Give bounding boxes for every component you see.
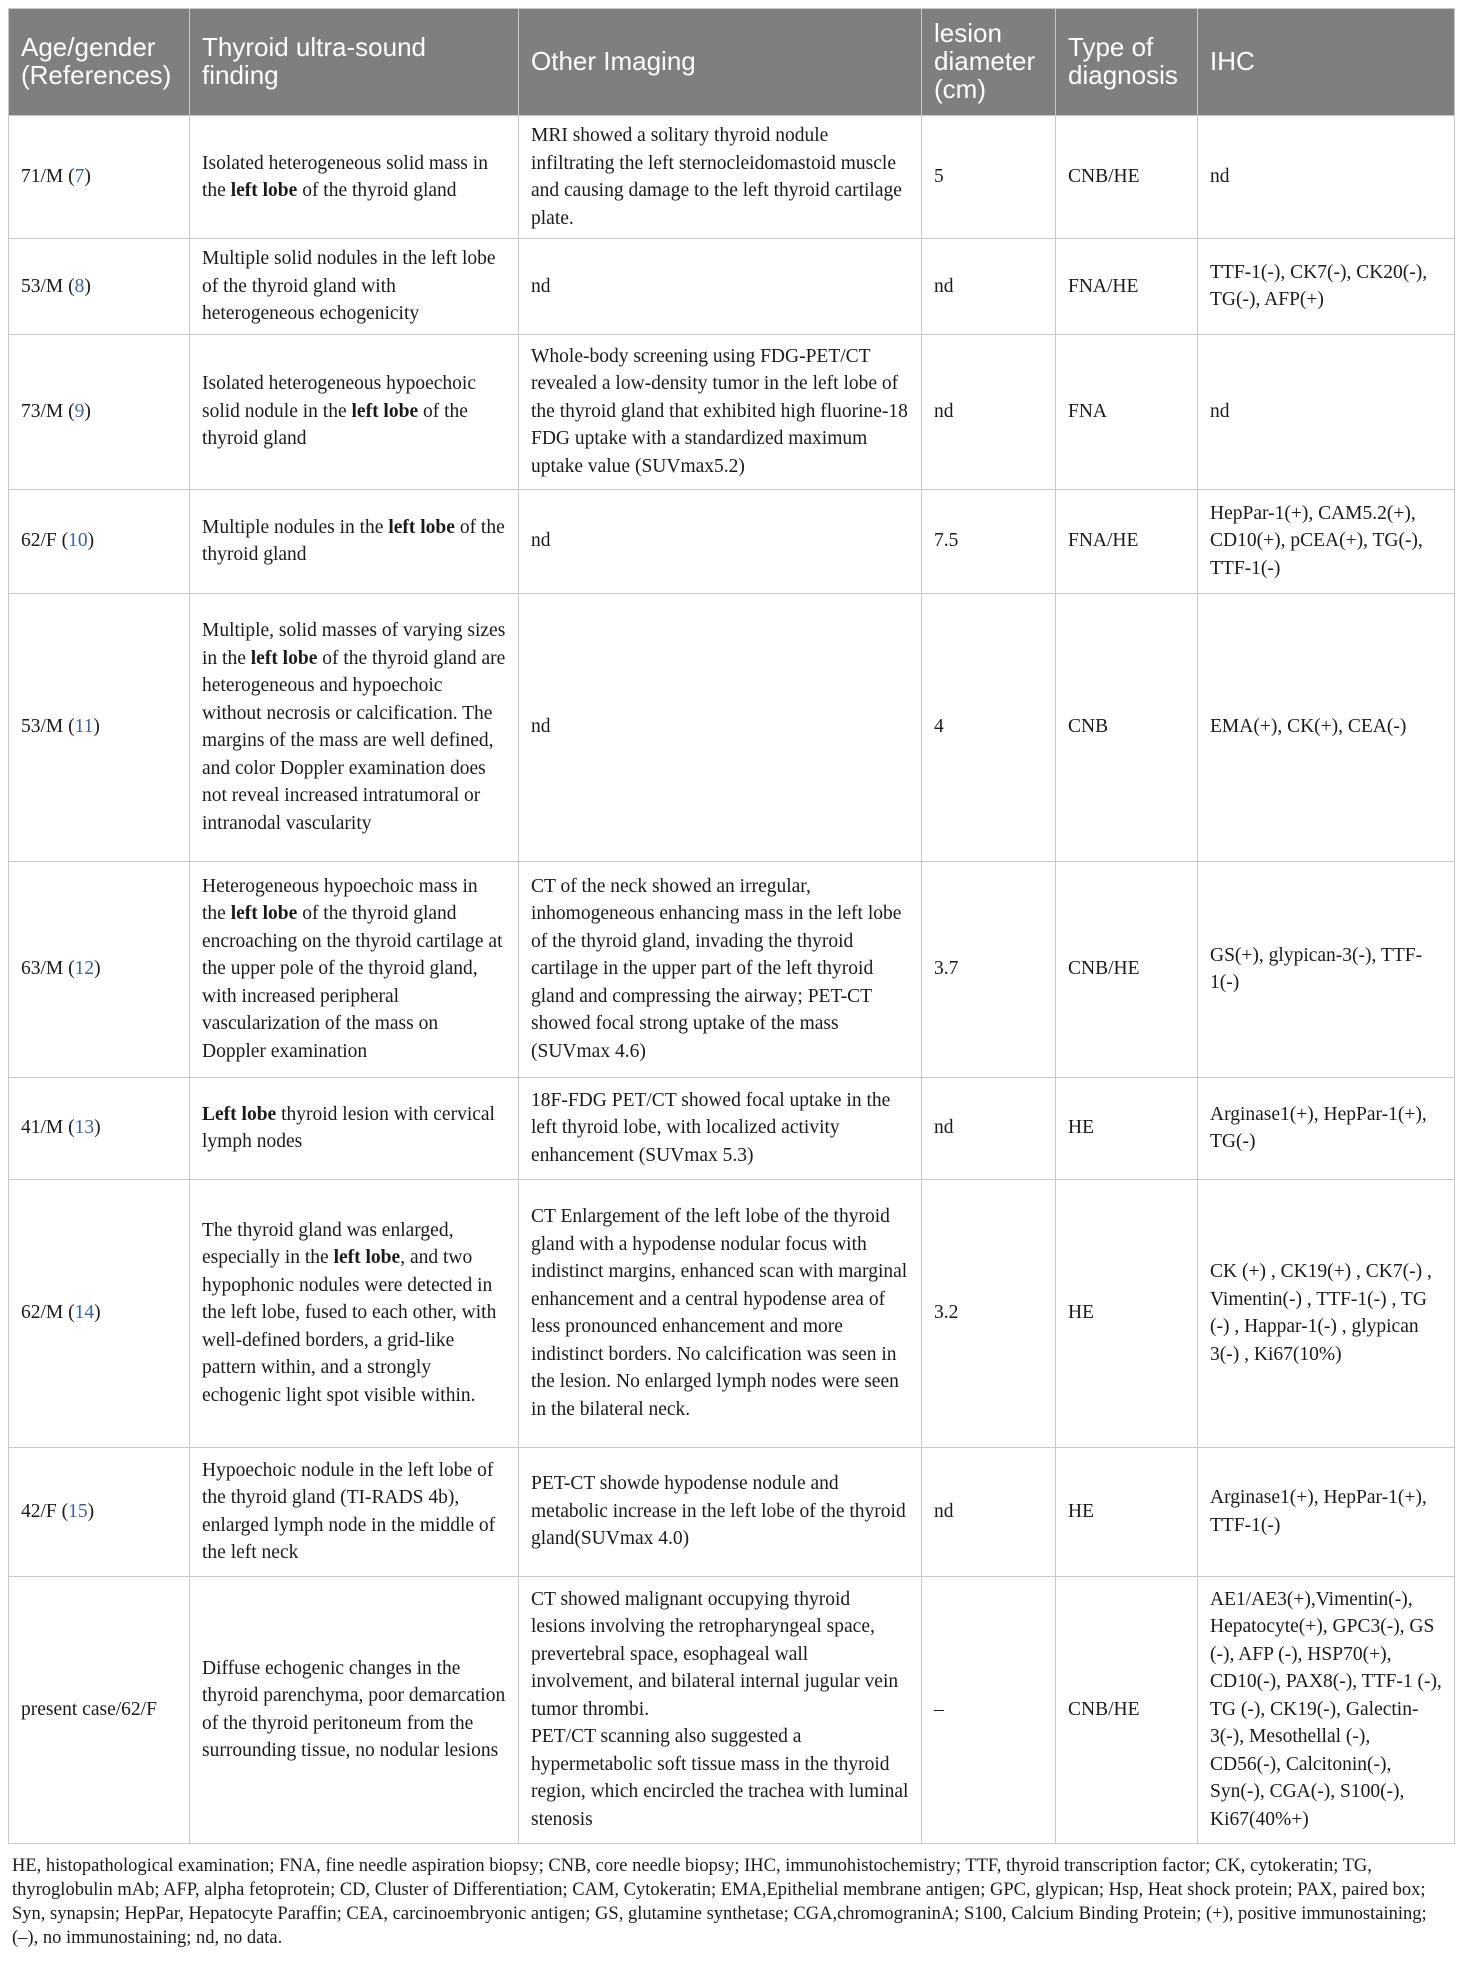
cell-ultrasound: Isolated heterogeneous hypoechoic solid nodule in the left lobe of the thyroid gland bbox=[190, 334, 519, 489]
cell-diagnosis-type: CNB bbox=[1056, 593, 1198, 861]
cell-other-imaging: MRI showed a solitary thyroid nodule infiltrating the left sternocleidomastoid muscle and causing damage to the left thyroid cartilage plate. bbox=[519, 116, 922, 239]
cell-ihc: nd bbox=[1198, 334, 1455, 489]
cell-diagnosis-type: FNA/HE bbox=[1056, 489, 1198, 593]
reference-link[interactable]: 13 bbox=[74, 1117, 95, 1139]
cell-age-gender: 62/M (14) bbox=[9, 1179, 190, 1447]
reference-link[interactable]: 8 bbox=[74, 275, 85, 297]
header-row bbox=[9, 9, 1455, 116]
cell-diagnosis-type: FNA bbox=[1056, 334, 1198, 489]
cell-ihc: GS(+), glypican-3(-), TTF-1(-) bbox=[1198, 861, 1455, 1077]
cell-ihc: TTF-1(-), CK7(-), CK20(-), TG(-), AFP(+) bbox=[1198, 239, 1455, 335]
reference-link[interactable]: 11 bbox=[74, 716, 94, 738]
cell-lesion-diameter: 7.5 bbox=[922, 489, 1056, 593]
cell-ultrasound: Left lobe thyroid lesion with cervical lymph nodes bbox=[190, 1077, 519, 1179]
cell-lesion-diameter: nd bbox=[922, 1447, 1056, 1576]
cell-lesion-diameter: 4 bbox=[922, 593, 1056, 861]
reference-link[interactable]: 10 bbox=[68, 530, 88, 552]
cell-ihc: Arginase1(+), HepPar-1(+), TTF-1(-) bbox=[1198, 1447, 1455, 1576]
table-row bbox=[9, 1447, 1455, 1576]
cell-other-imaging: nd bbox=[519, 593, 922, 861]
cell-age-gender: 53/M (11) bbox=[9, 593, 190, 861]
cell-age-gender: present case/62/F bbox=[9, 1576, 190, 1843]
cell-other-imaging: nd bbox=[519, 239, 922, 335]
cell-other-imaging: Whole-body screening using FDG-PET/CT revealed a low-density tumor in the left lobe of the thyroid gland that exhibited high fluorine-18 FDG uptake with a standardized maximum uptake value (SUVmax5.2) bbox=[519, 334, 922, 489]
table-row bbox=[9, 116, 1455, 239]
cell-other-imaging: nd bbox=[519, 489, 922, 593]
header-lesion-diameter: lesion diameter (cm) bbox=[922, 9, 1056, 116]
cell-age-gender: 41/M (13) bbox=[9, 1077, 190, 1179]
cell-ultrasound: Multiple solid nodules in the left lobe of the thyroid gland with heterogeneous echogenicity bbox=[190, 239, 519, 335]
cell-diagnosis-type: CNB/HE bbox=[1056, 1576, 1198, 1843]
cell-diagnosis-type: HE bbox=[1056, 1179, 1198, 1447]
header-ihc: IHC bbox=[1198, 9, 1455, 116]
cell-diagnosis-type: HE bbox=[1056, 1447, 1198, 1576]
cell-other-imaging: 18F-FDG PET/CT showed focal uptake in the left thyroid lobe, with localized activity enhancement (SUVmax 5.3) bbox=[519, 1077, 922, 1179]
header-age-gender: Age/gender (References) bbox=[9, 9, 190, 116]
cell-lesion-diameter: 3.2 bbox=[922, 1179, 1056, 1447]
header-diagnosis-type: Type of diagnosis bbox=[1056, 9, 1198, 116]
cell-ultrasound: Heterogeneous hypoechoic mass in the left lobe of the thyroid gland encroaching on the thyroid cartilage at the upper pole of the thyroid gland, with increased peripheral vascularization of the mass on Doppler examination bbox=[190, 861, 519, 1077]
cell-ultrasound: The thyroid gland was enlarged, especially in the left lobe, and two hypophonic nodules were detected in the left lobe, fused to each other, with well-defined borders, a grid-like pattern within, and a strongly echogenic light spot visible within. bbox=[190, 1179, 519, 1447]
table-row bbox=[9, 1077, 1455, 1179]
reference-link[interactable]: 9 bbox=[74, 400, 85, 422]
cell-age-gender: 62/F (10) bbox=[9, 489, 190, 593]
cell-ultrasound: Diffuse echogenic changes in the thyroid parenchyma, poor demarcation of the thyroid peritoneum from the surrounding tissue, no nodular lesions bbox=[190, 1576, 519, 1843]
table-row bbox=[9, 861, 1455, 1077]
cell-ultrasound: Multiple, solid masses of varying sizes in the left lobe of the thyroid gland are heterogeneous and hypoechoic without necrosis or calcification. The margins of the mass are well defined, and color Doppler examination does not reveal increased intratumoral or intranodal vascularity bbox=[190, 593, 519, 861]
cell-diagnosis-type: FNA/HE bbox=[1056, 239, 1198, 335]
table-row bbox=[9, 239, 1455, 335]
cell-ihc: nd bbox=[1198, 116, 1455, 239]
cell-diagnosis-type: HE bbox=[1056, 1077, 1198, 1179]
cell-ihc: Arginase1(+), HepPar-1(+), TG(-) bbox=[1198, 1077, 1455, 1179]
cell-ultrasound: Hypoechoic nodule in the left lobe of the thyroid gland (TI-RADS 4b), enlarged lymph node in the middle of the left neck bbox=[190, 1447, 519, 1576]
table-row bbox=[9, 334, 1455, 489]
case-table bbox=[8, 8, 1455, 1844]
cell-ultrasound: Isolated heterogeneous solid mass in the left lobe of the thyroid gland bbox=[190, 116, 519, 239]
cell-ultrasound: Multiple nodules in the left lobe of the thyroid gland bbox=[190, 489, 519, 593]
table-footnote: HE, histopathological examination; FNA, fine needle aspiration biopsy; CNB, core needle biopsy; IHC, immunohistochemistry; TTF, thyroid transcription factor; CK, cytokeratin; TG, thyroglobulin mAb; AFP, alpha fetoprotein; CD, Cluster of Differentiation; CAM, Cytokeratin; EMA,Epithelial membrane antigen; GPC, glypican; Hsp, Heat shock protein; PAX, paired box; Syn, synapsin; HepPar, Hepatocyte Paraffin; CEA, carcinoembryonic antigen; GS, glutamine synthetase; CGA,chromograninA; S100, Calcium Binding Protein; (+), positive immunostaining; (–), no immunostaining; nd, no data. bbox=[12, 1855, 1427, 1948]
reference-link[interactable]: 12 bbox=[74, 958, 95, 980]
cell-age-gender: 73/M (9) bbox=[9, 334, 190, 489]
cell-lesion-diameter: nd bbox=[922, 1077, 1056, 1179]
cell-age-gender: 42/F (15) bbox=[9, 1447, 190, 1576]
cell-ihc: HepPar-1(+), CAM5.2(+), CD10(+), pCEA(+), TG(-), TTF-1(-) bbox=[1198, 489, 1455, 593]
table-row bbox=[9, 593, 1455, 861]
header-other-imaging: Other Imaging bbox=[519, 9, 922, 116]
reference-link[interactable]: 7 bbox=[74, 166, 85, 188]
cell-lesion-diameter: – bbox=[922, 1576, 1056, 1843]
cell-ihc: CK (+) , CK19(+) , CK7(-) , Vimentin(-) , TTF-1(-) , TG (-) , Happar-1(-) , glypican 3(-) , Ki67(10%) bbox=[1198, 1179, 1455, 1447]
cell-other-imaging: CT Enlargement of the left lobe of the thyroid gland with a hypodense nodular focus with indistinct margins, enhanced scan with marginal enhancement and a central hypodense area of less pronounced enhancement and more indistinct borders. No calcification was seen in the lesion. No enlarged lymph nodes were seen in the bilateral neck. bbox=[519, 1179, 922, 1447]
cell-age-gender: 53/M (8) bbox=[9, 239, 190, 335]
cell-ihc: AE1/AE3(+),Vimentin(-), Hepatocyte(+), GPC3(-), GS (-), AFP (-), HSP70(+), CD10(-), PAX8(-), TTF-1 (-), TG (-), CK19(-), Galectin-3(-), Mesothellal (-), CD56(-), Calcitonin(-), Syn(-), CGA(-), S100(-), Ki67(40%+) bbox=[1198, 1576, 1455, 1843]
reference-link[interactable]: 15 bbox=[68, 1500, 88, 1522]
cell-other-imaging: CT of the neck showed an irregular, inhomogeneous enhancing mass in the left lobe of the thyroid gland, invading the thyroid cartilage in the upper part of the left thyroid gland and compressing the airway; PET-CT showed focal strong uptake of the mass (SUVmax 4.6) bbox=[519, 861, 922, 1077]
cell-diagnosis-type: CNB/HE bbox=[1056, 861, 1198, 1077]
cell-lesion-diameter: nd bbox=[922, 239, 1056, 335]
cell-lesion-diameter: 5 bbox=[922, 116, 1056, 239]
table-row bbox=[9, 1179, 1455, 1447]
document-page bbox=[8, 8, 1454, 1950]
cell-other-imaging: PET-CT showde hypodense nodule and metabolic increase in the left lobe of the thyroid gland(SUVmax 4.0) bbox=[519, 1447, 922, 1576]
cell-age-gender: 63/M (12) bbox=[9, 861, 190, 1077]
table-row bbox=[9, 1576, 1455, 1843]
cell-lesion-diameter: 3.7 bbox=[922, 861, 1056, 1077]
reference-link[interactable]: 14 bbox=[74, 1302, 95, 1324]
cell-other-imaging: CT showed malignant occupying thyroid lesions involving the retropharyngeal space, prevertebral space, esophageal wall involvement, and bilateral internal jugular vein tumor thrombi. PET/CT scanning also suggested a hypermetabolic soft tissue mass in the thyroid region, which encircled the trachea with luminal stenosis bbox=[519, 1576, 922, 1843]
cell-lesion-diameter: nd bbox=[922, 334, 1056, 489]
table-row bbox=[9, 489, 1455, 593]
cell-diagnosis-type: CNB/HE bbox=[1056, 116, 1198, 239]
cell-age-gender: 71/M (7) bbox=[9, 116, 190, 239]
cell-ihc: EMA(+), CK(+), CEA(-) bbox=[1198, 593, 1455, 861]
header-ultrasound: Thyroid ultra-sound finding bbox=[190, 9, 519, 116]
